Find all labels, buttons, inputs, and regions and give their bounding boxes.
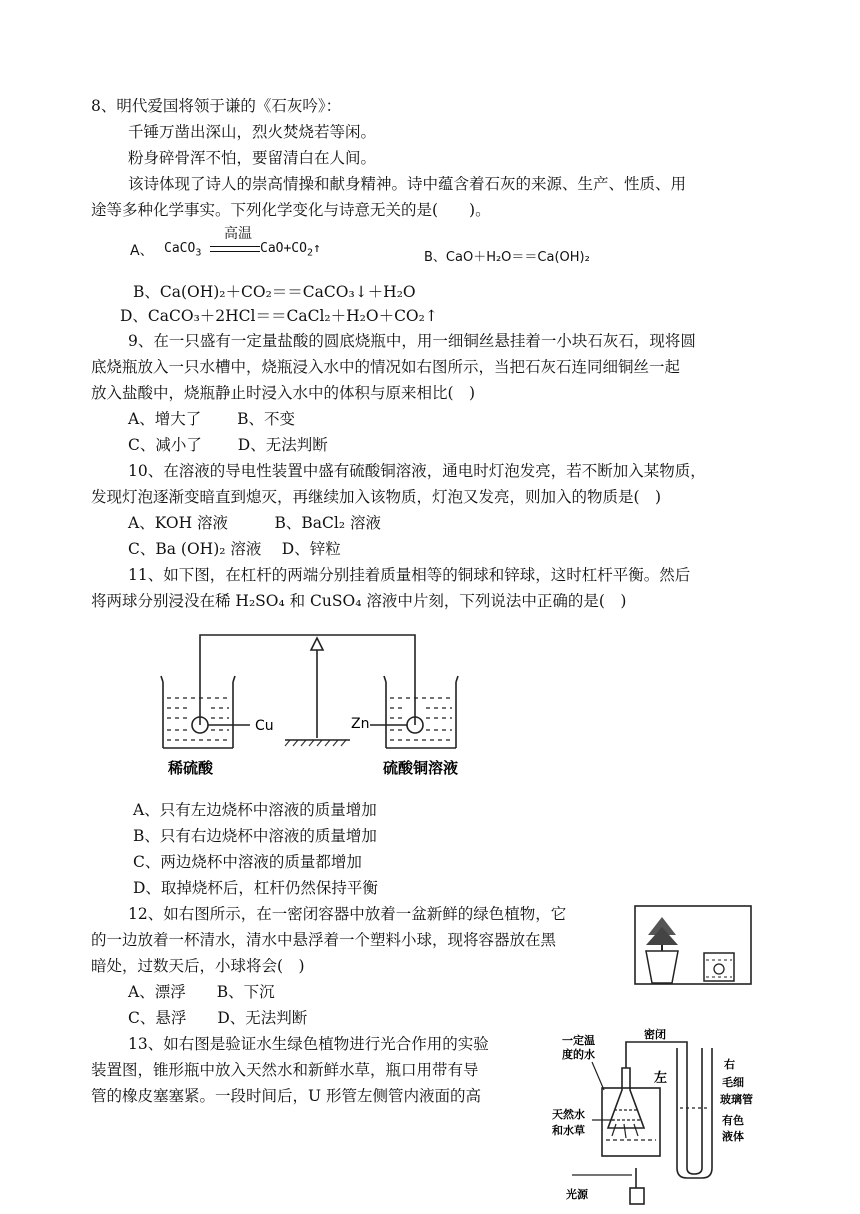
q8-option-d: D、CaCO₃＋2HCl＝＝CaCl₂＋H₂O＋CO₂↑ bbox=[120, 307, 438, 325]
q10-line-1: 10、在溶液的导电性装置中盛有硫酸铜溶液，通电时灯泡发亮，若不断加入某物质， bbox=[128, 462, 706, 480]
q8-option-c: B、Ca(OH)₂＋CO₂＝＝CaCO₃↓＋H₂O bbox=[133, 283, 416, 301]
label-capillary-line-1: 毛细 bbox=[722, 1076, 744, 1089]
q8-option-a-label: A、 bbox=[130, 243, 154, 259]
label-right: 右 bbox=[724, 1058, 735, 1071]
label-sealed: 密闭 bbox=[644, 1028, 666, 1041]
q8-option-a-reactant: CaCO$_3$ bbox=[164, 241, 202, 259]
label-copper-sulfate-solution: 硫酸铜溶液 bbox=[383, 759, 459, 777]
q10-options-row-1: A、KOH 溶液 B、BaCl₂ 溶液 bbox=[128, 514, 381, 532]
q11-line-1: 11、如下图，在杠杆的两端分别挂着质量相等的铜球和锌球，这时杠杆平衡。然后 bbox=[128, 566, 691, 584]
q8-poem-line-2: 粉身碎骨浑不怕，要留清白在人间。 bbox=[128, 149, 377, 167]
label-left: 左 bbox=[654, 1071, 668, 1086]
label-natural-water-line-2: 和水草 bbox=[552, 1124, 585, 1137]
q8-option-a bbox=[130, 226, 390, 266]
q11-option-b: B、只有右边烧杯中溶液的质量增加 bbox=[133, 827, 377, 845]
label-light-source: 光源 bbox=[566, 1188, 588, 1201]
q8-desc-line-2: 途等多种化学事实。下列化学变化与诗意无关的是( )。 bbox=[91, 201, 491, 219]
q12-line-2: 的一边放着一杯清水，清水中悬浮着一个塑料小球，现将容器放在黑 bbox=[91, 931, 557, 949]
label-water-line-2: 度的水 bbox=[562, 1048, 595, 1061]
q8-desc-line-1: 该诗体现了诗人的崇高情操和献身精神。诗中蕴含着石灰的来源、生产、性质、用 bbox=[128, 175, 687, 193]
q8-option-a-condition: 高温 bbox=[224, 226, 252, 242]
label-dilute-sulfuric-acid: 稀硫酸 bbox=[168, 759, 214, 777]
q9-line-3: 放入盐酸中，烧瓶静止时浸入水中的体积与原来相比( ) bbox=[91, 384, 476, 402]
sealed-container-plant-figure bbox=[634, 905, 752, 985]
q9-options-row-1: A、增大了 B、不变 bbox=[128, 410, 296, 428]
q11-line-2: 将两球分别浸没在稀 H₂SO₄ 和 CuSO₄ 溶液中片刻，下列说法中正确的是( ) bbox=[91, 592, 627, 610]
q9-options-row-2: C、减小了 D、无法判断 bbox=[128, 436, 328, 454]
water-cup-with-ball-icon bbox=[704, 953, 734, 981]
label-cu: Cu bbox=[255, 718, 274, 734]
label-colored-liquid-line-2: 液体 bbox=[722, 1130, 744, 1143]
q8-title: 8、明代爱国将领于谦的《石灰吟》： bbox=[91, 97, 342, 115]
q9-line-1: 9、在一只盛有一定量盐酸的圆底烧瓶中，用一细铜丝悬挂着一小块石灰石，现将圆 bbox=[128, 332, 696, 350]
q10-options-row-2: C、Ba (OH)₂ 溶液 D、锌粒 bbox=[128, 540, 341, 558]
label-water-line-1: 一定温 bbox=[562, 1034, 595, 1047]
label-zn: Zn bbox=[351, 716, 370, 732]
label-colored-liquid-line-1: 有色 bbox=[722, 1114, 744, 1127]
q13-line-2: 装置图，锥形瓶中放入天然水和新鲜水草，瓶口用带有导 bbox=[91, 1061, 479, 1079]
lever-beaker-figure bbox=[155, 630, 475, 780]
q9-line-2: 底烧瓶放入一只水槽中，烧瓶浸入水中的情况如右图所示，当把石灰石连同细铜丝一起 bbox=[91, 358, 681, 376]
q8-poem-line-1: 千锤万凿出深山，烈火焚烧若等闲。 bbox=[128, 123, 377, 141]
q13-line-3: 管的橡皮塞塞紧。一段时间后，U 形管左侧管内液面的高 bbox=[91, 1087, 481, 1105]
q8-option-a-equals-sign bbox=[210, 246, 260, 252]
q11-option-d: D、取掉烧杯后，杠杆仍然保持平衡 bbox=[133, 879, 378, 897]
q8-option-a-product: $CaO+CO_2↑$ bbox=[260, 241, 321, 259]
q13-line-1: 13、如右图是验证水生绿色植物进行光合作用的实验 bbox=[128, 1035, 489, 1053]
label-natural-water-line-1: 天然水 bbox=[552, 1108, 585, 1121]
q8-option-b: B、CaO＋H₂O＝＝Ca(OH)₂ bbox=[424, 250, 590, 265]
q12-line-3: 暗处，过数天后，小球将会( ) bbox=[91, 957, 305, 975]
label-capillary-line-2: 玻璃管 bbox=[720, 1093, 753, 1106]
q11-option-a: A、只有左边烧杯中溶液的质量增加 bbox=[133, 801, 377, 819]
q11-option-c: C、两边烧杯中溶液的质量都增加 bbox=[133, 853, 362, 871]
q10-line-2: 发现灯泡逐渐变暗直到熄灭，再继续加入该物质，灯泡又发亮，则加入的物质是( ) bbox=[91, 488, 662, 506]
photosynthesis-apparatus-figure bbox=[552, 1028, 777, 1208]
q12-options-row-2: C、悬浮 D、无法判断 bbox=[128, 1009, 308, 1027]
q12-line-1: 12、如右图所示，在一密闭容器中放着一盆新鲜的绿色植物，它 bbox=[128, 905, 567, 923]
potted-plant-icon bbox=[646, 917, 678, 983]
q12-options-row-1: A、漂浮 B、下沉 bbox=[128, 983, 275, 1001]
